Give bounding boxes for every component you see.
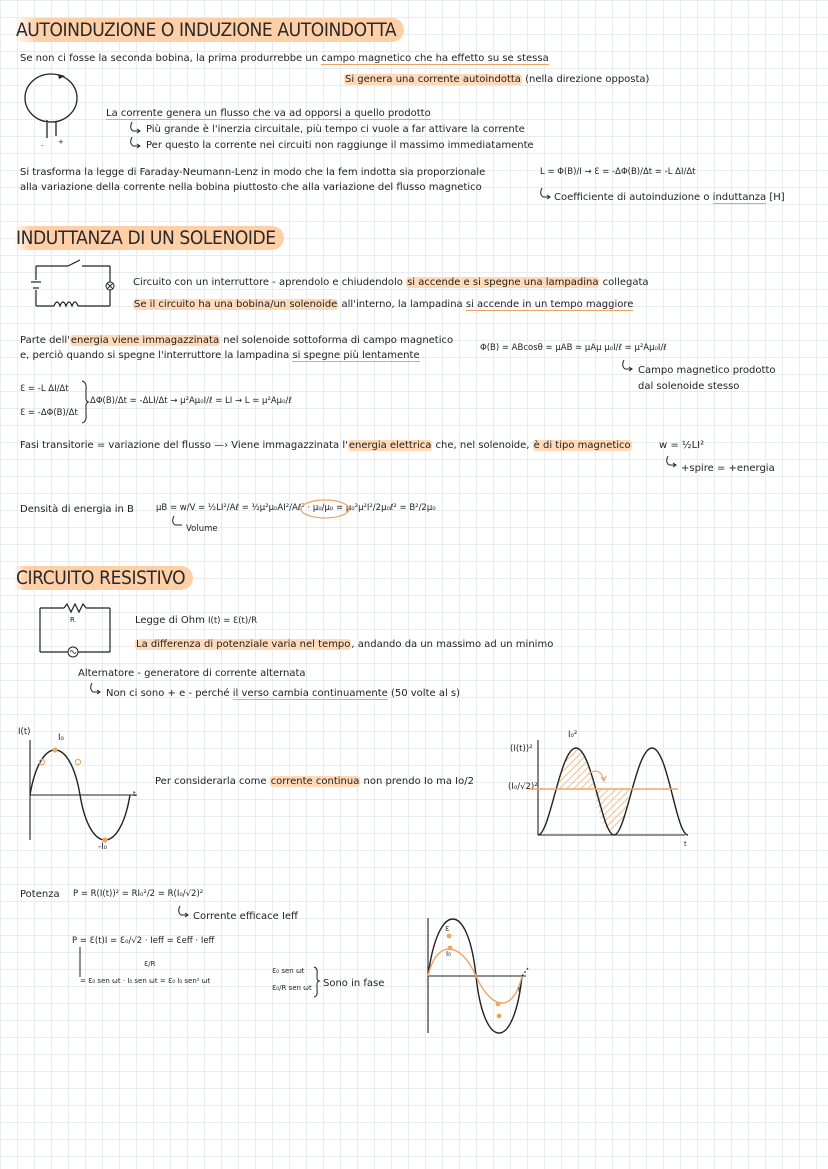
generated-current-note: (nella direzione opposta) [521, 74, 650, 85]
wave-t-label: t [518, 986, 521, 994]
volume-label: Volume [186, 524, 218, 534]
graph-bottom-label: -I₀ [98, 842, 107, 852]
w-formula: w = ½LI² [659, 440, 705, 451]
current-efficace: Corrente efficace Ieff [193, 911, 298, 922]
loop-plus: + [58, 138, 64, 146]
campo-line-1: Campo magnetico prodotto [638, 365, 776, 376]
hook-arrow-icon [176, 905, 190, 917]
fasi-line [20, 439, 632, 452]
hook-arrow-icon [88, 682, 102, 694]
cons-b: corrente continua [270, 776, 360, 787]
solenoid-b: all'interno, la lampadina [338, 299, 466, 310]
brace-icon [80, 380, 90, 424]
ohm-a: Legge di Ohm [135, 615, 209, 626]
ohm-b: I(t) = Ɛ(t)/R [208, 616, 257, 626]
energy-line-2 [20, 349, 420, 362]
hook-arrow-icon [170, 515, 184, 527]
wave-i-label: I₀ [446, 950, 451, 958]
potential-diff [135, 638, 553, 651]
cons-c: non prendo Io ma Io/2 [360, 776, 474, 787]
wave-e-label: Ɛ [445, 925, 450, 933]
solenoid-line [133, 298, 633, 311]
fasi-e: è di tipo magnetico [533, 440, 631, 451]
energy-d: e, perciò quando si spegne l'interruttore la lampadina [20, 350, 293, 361]
current-line-1 [106, 107, 431, 120]
phase-waves-graph [418, 918, 538, 1038]
squared-y-label: (I(t))² [510, 744, 533, 754]
coef-a: Coefficiente di autoinduzione o [554, 192, 713, 203]
phase-eq-1: Ɛ₀ sen ωt [272, 967, 305, 975]
density-highlight [300, 499, 350, 519]
power-formula-3: = Ɛ₀ sen ωt · I₀ sen ωt = Ɛ₀ I₀ sen² ωt [80, 977, 211, 985]
power-formula-1: P = R(I(t))² = RI₀²/2 = R(I₀/√2)² [73, 889, 204, 899]
campo-line-2: dal solenoide stesso [638, 381, 740, 392]
alternatore: Alternatore - generatore di corrente alternata [78, 668, 306, 679]
solenoid-a: Se il circuito ha una bobina/un solenoide [134, 299, 338, 310]
e-over-r: Ɛ/R [144, 960, 156, 968]
energy-c: nel solenoide sottoforma di campo magnetico [220, 335, 454, 346]
squared-t-label: t [684, 840, 687, 848]
squared-mid-label: (I₀/√2)² [508, 782, 538, 792]
formula-inductance: L = Φ(B)/I → Ɛ = -ΔΦ(B)/Δt = -L ΔI/Δt [540, 167, 696, 177]
system-rhs: ΔΦ(B)/Δt = -ΔLI/Δt → μ²Aμ₀I/ℓ = LI → L = μ²Aμ₀/ℓ [90, 396, 292, 406]
diff-a: La differenza di potenziale varia nel tempo [136, 639, 351, 650]
phase-eq-2: Ɛ₀/R sen ωt [272, 984, 312, 992]
continua-note [155, 775, 474, 788]
faraday-line-1: Si trasforma la legge di Faraday-Neumann-Lenz in modo che la fem indotta sia proporzionale [20, 167, 486, 178]
energy-line-1 [20, 334, 453, 347]
squared-top-label: I₀² [568, 730, 578, 740]
fasi-b: Viene immagazzinata l' [228, 440, 348, 451]
system-eq-2: Ɛ = -ΔΦ(B)/Δt [20, 408, 78, 418]
non-a: Non ci sono + e - perché [106, 688, 233, 699]
solenoid-c: si accende in un tempo maggiore [465, 299, 634, 310]
sine-graph [22, 740, 142, 850]
current-line-2: Più grande è l'inerzia circuitale, più tempo ci vuole a far attivare la corrente [146, 124, 525, 135]
switch-c: collegata [599, 277, 649, 288]
diff-b: , andando da un massimo ad un minimo [351, 639, 554, 650]
squared-graph [530, 740, 710, 840]
non-b: il verso cambia continuamente [232, 688, 388, 699]
circuit-switch-diagram [30, 258, 130, 314]
faraday-line-2: alla variazione della corrente nella bobina piuttosto che alla variazione del flusso magnetico [20, 182, 482, 193]
energy-b: energia viene immagazzinata [70, 335, 220, 346]
brace-icon [312, 966, 322, 998]
no-polarity [106, 687, 460, 700]
hook-arrow-icon [128, 121, 142, 133]
energy-e: si spegne più lentamente [292, 350, 420, 361]
generated-current-hl: Si genera una corrente autoindotta [345, 74, 521, 85]
hook-arrow-icon [620, 359, 634, 371]
current-line-3: Per questo la corrente nei circuiti non raggiunge il massimo immediatamente [146, 140, 534, 151]
spire-note: +spire = +energia [681, 463, 775, 474]
fasi-a: Fasi transitorie = variazione del flusso [20, 440, 215, 451]
density-formula: μB = w/V = ½LI²/Aℓ = ½μ²μ₀AI²/Aℓ² · μ₀/μ₀ = μ₀²μ²I²/2μ₀ℓ² = B²/2μ₀ [156, 503, 436, 513]
ohm-law [135, 614, 257, 627]
switch-line [133, 276, 649, 289]
heading-autoinduzione: AUTOINDUZIONE O INDUZIONE AUTOINDOTTA [14, 18, 404, 42]
coefficient-label [554, 191, 785, 204]
generated-current [344, 73, 649, 86]
energy-a: Parte dell' [20, 335, 70, 346]
hook-arrow-icon [664, 455, 678, 467]
resistor-label: R [70, 616, 75, 624]
coef-b: induttanza [712, 192, 767, 203]
system-eq-1: Ɛ = -L ΔI/Δt [20, 384, 69, 394]
heading-induttanza: INDUTTANZA DI UN SOLENOIDE [14, 226, 284, 250]
graph-top-label: I₀ [58, 733, 64, 743]
phi-formula: Φ(B) = ABcosθ = μAB = μAμ μ₀I/ℓ = μ²Aμ₀I/ℓ [480, 343, 667, 353]
coef-c: [H] [766, 192, 785, 203]
hook-arrow-icon [538, 187, 552, 199]
switch-a: Circuito con un interruttore - aprendolo e chiudendolo [133, 277, 407, 288]
graph-y-label: I(t) [18, 727, 31, 737]
intro-text-b: campo magnetico che ha effetto su se stessa [321, 53, 549, 64]
current-line-1-text: La corrente genera un flusso che va ad opporsi a quello prodotto [106, 108, 431, 119]
non-c: (50 volte al s) [387, 688, 461, 699]
loop-minus: - [41, 142, 44, 150]
graph-t-label: t [133, 790, 136, 798]
fasi-c: energia elettrica [348, 440, 432, 451]
potenza-label: Potenza [20, 889, 60, 900]
in-phase-note: Sono in fase [323, 978, 385, 989]
density-label: Densità di energia in B [20, 504, 134, 515]
fasi-arrow: —› [214, 440, 229, 451]
intro-text-a: Se non ci fosse la seconda bobina, la prima produrrebbe un [20, 53, 322, 64]
intro-text [20, 52, 549, 65]
power-formula-2: P = Ɛ(t)I = Ɛ₀/√2 · Ieff = Ɛeff · Ieff [72, 936, 215, 946]
fasi-d: che, nel solenoide, [432, 440, 533, 451]
hook-arrow-icon [128, 136, 142, 148]
switch-b: si accende e si spegne una lampadina [407, 277, 599, 288]
heading-circuito-resistivo: CIRCUITO RESISTIVO [14, 566, 193, 590]
cons-a: Per considerarla come [155, 776, 270, 787]
resistive-circuit-diagram [38, 600, 118, 660]
